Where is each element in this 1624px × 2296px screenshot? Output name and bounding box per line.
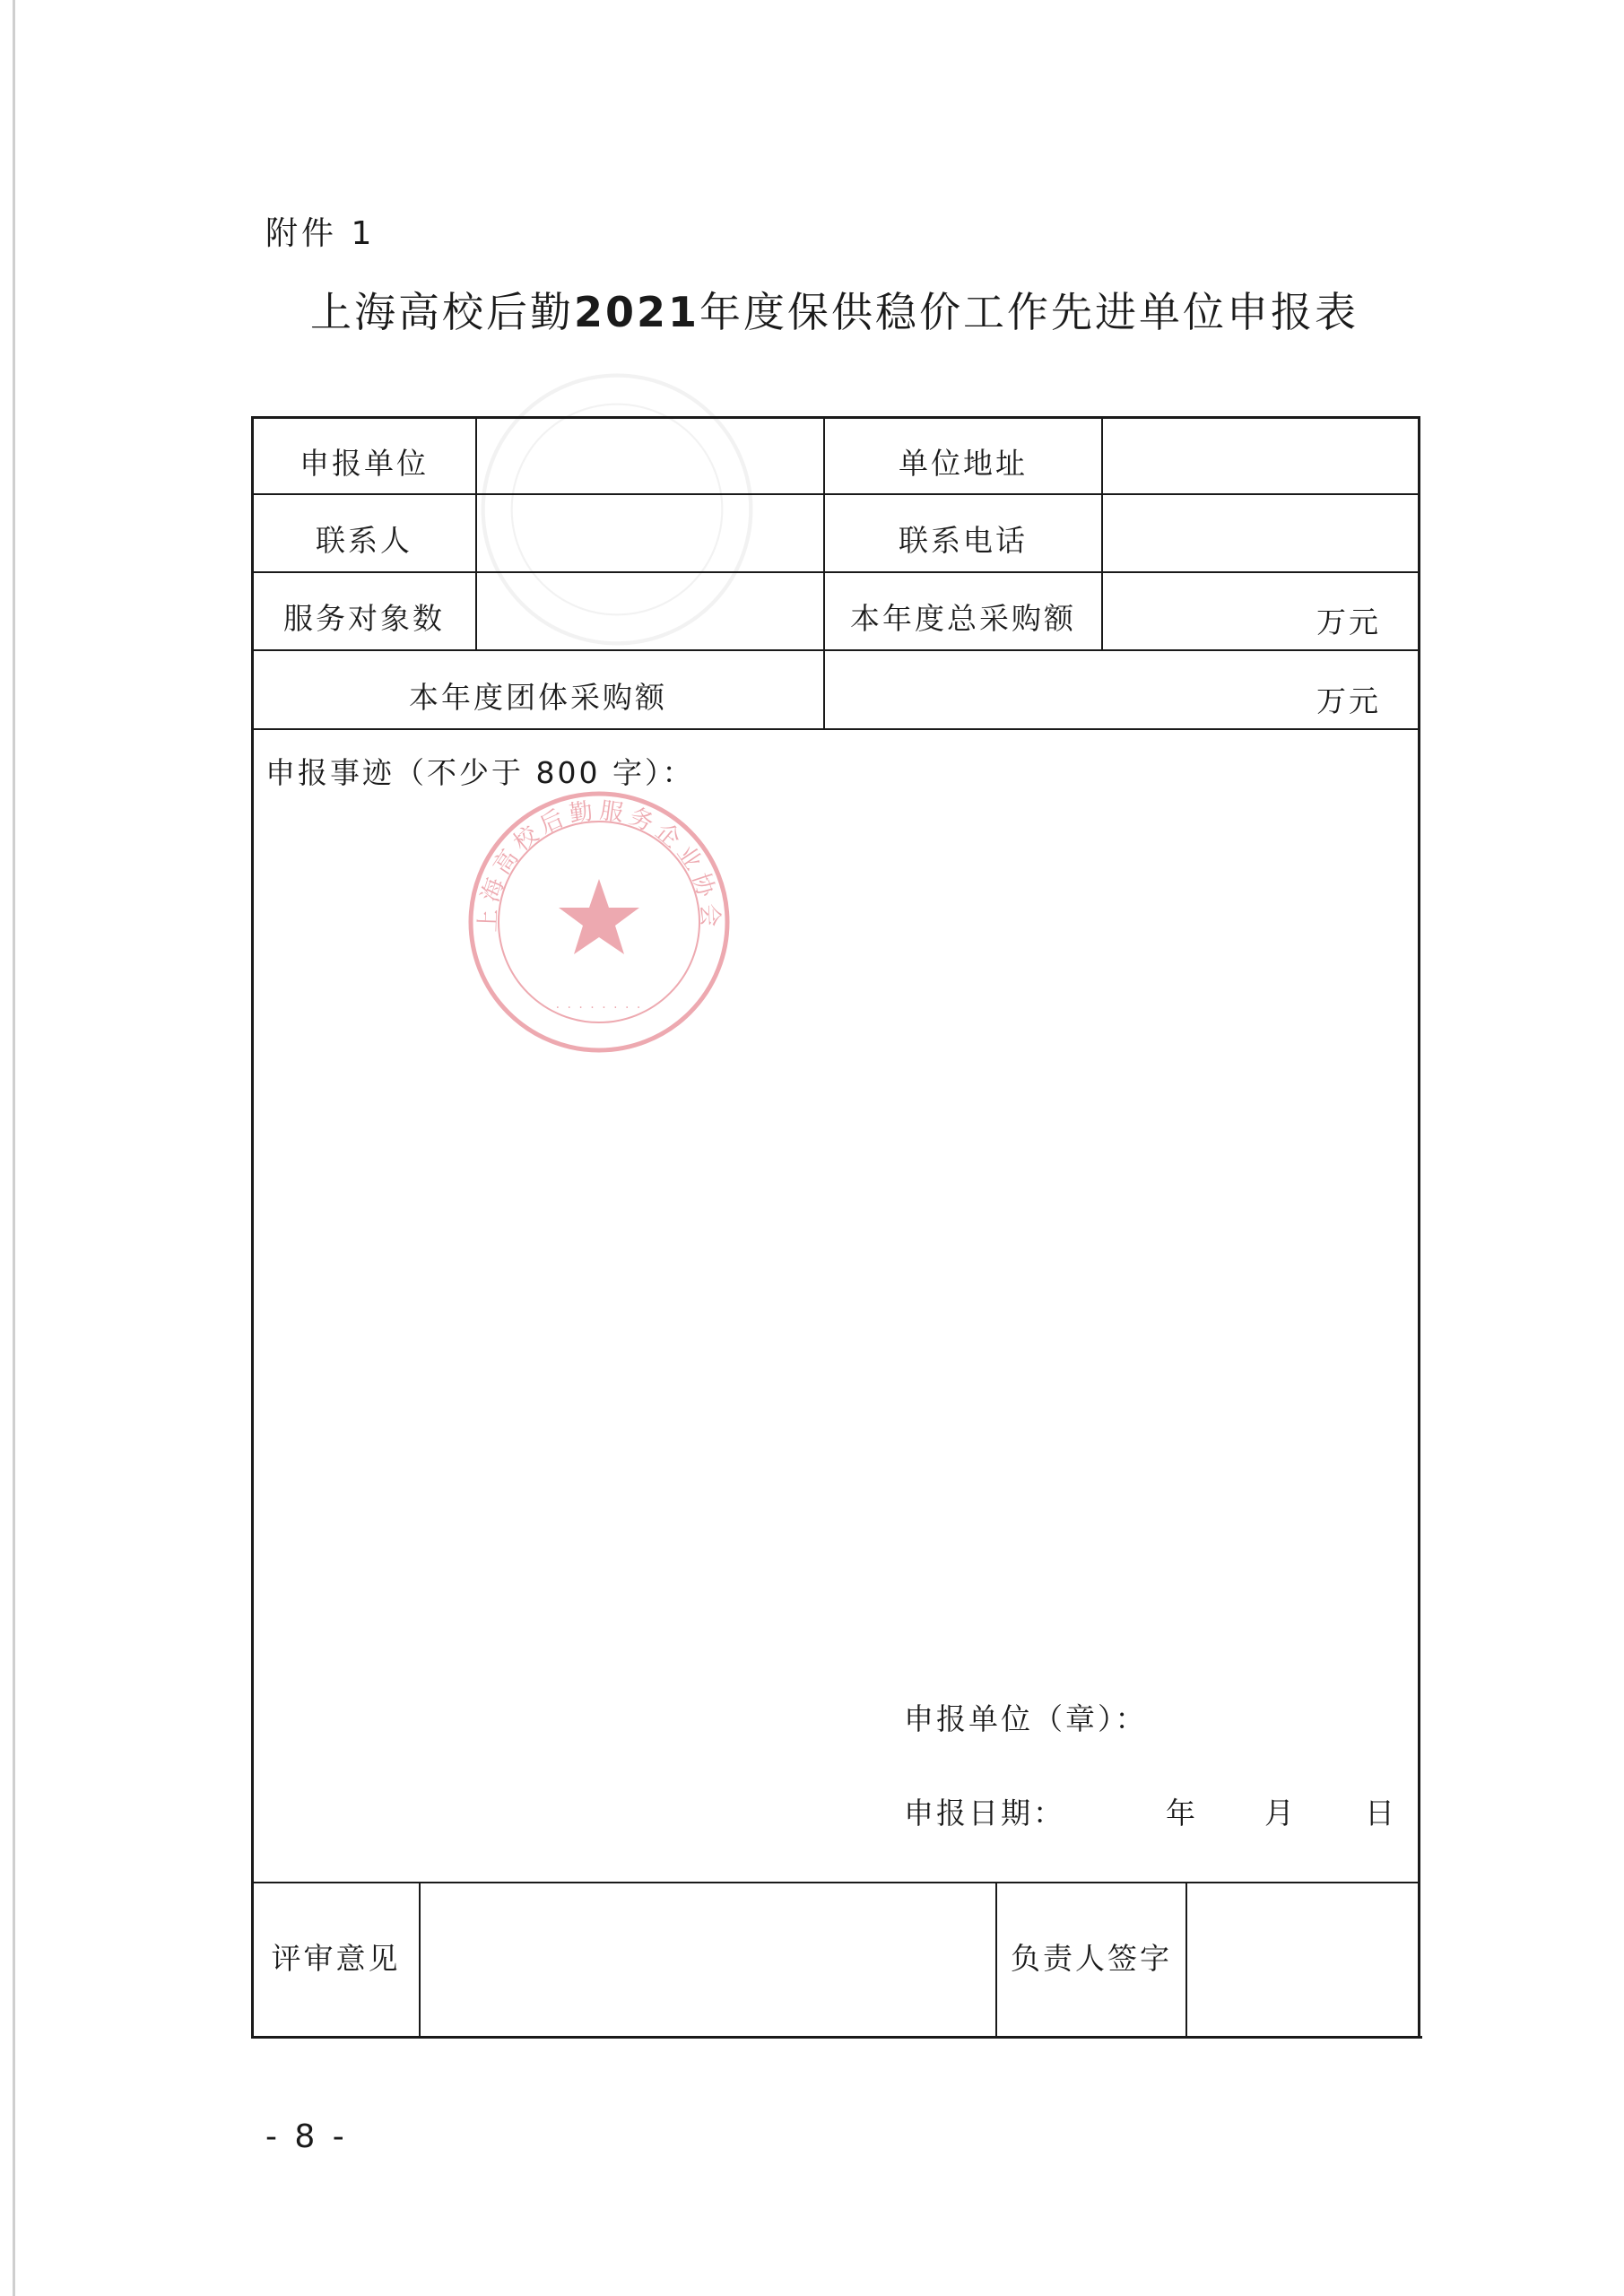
unit-seal-image	[465, 787, 734, 1057]
row-separator	[251, 728, 1420, 730]
unit-address-label: 单位地址	[899, 446, 1028, 481]
unit-name-field[interactable]	[477, 418, 823, 493]
deeds-textarea[interactable]	[260, 798, 1408, 1695]
page-number: - 8 -	[265, 2118, 348, 2155]
review-opinion-label: 评审意见	[271, 1941, 401, 1976]
service-count-label: 服务对象数	[283, 601, 445, 636]
group-purchase-label: 本年度团体采购额	[409, 680, 667, 715]
contact-person-label: 联系人	[316, 523, 413, 558]
contact-person-field[interactable]	[477, 495, 823, 571]
title-suffix: 年度保供稳价工作先进单位申报表	[699, 288, 1359, 336]
signatory-label: 负责人签字	[1011, 1941, 1172, 1976]
service-count-field[interactable]	[477, 573, 823, 649]
scan-edge	[13, 0, 15, 2296]
contact-phone-label: 联系电话	[899, 523, 1028, 558]
date-year-label: 年	[1166, 1796, 1198, 1831]
table-border-right	[1418, 416, 1420, 2039]
total-purchase-label: 本年度总采购额	[850, 601, 1076, 636]
title-prefix: 上海高校后勤	[309, 288, 574, 336]
date-month-label: 月	[1264, 1796, 1297, 1831]
page-title	[0, 280, 1624, 339]
total-purchase-unit: 万元	[1316, 604, 1381, 639]
signatory-field[interactable]	[1187, 1883, 1418, 2036]
report-date-label: 申报日期：	[904, 1796, 1065, 1831]
date-day-label: 日	[1365, 1796, 1397, 1831]
title-year: 2021	[573, 288, 700, 336]
table-border-bottom	[253, 2036, 1422, 2039]
group-purchase-unit: 万元	[1316, 683, 1381, 718]
contact-phone-field[interactable]	[1103, 495, 1418, 571]
deeds-label: 申报事迹（不少于 800 字）：	[265, 755, 695, 790]
attachment-label: 附件 1	[265, 215, 376, 252]
review-opinion-field[interactable]	[421, 1883, 995, 2036]
unit-address-field[interactable]	[1103, 418, 1418, 493]
table-border-left	[251, 416, 254, 2039]
unit-name-label: 申报单位	[300, 446, 429, 481]
seal-text: 上海高校后勤服务企业协会	[474, 797, 724, 933]
unit-seal-label: 申报单位（章）：	[904, 1701, 1148, 1736]
svg-text:· · · · · · · ·: · · · · · · · ·	[555, 1001, 643, 1015]
